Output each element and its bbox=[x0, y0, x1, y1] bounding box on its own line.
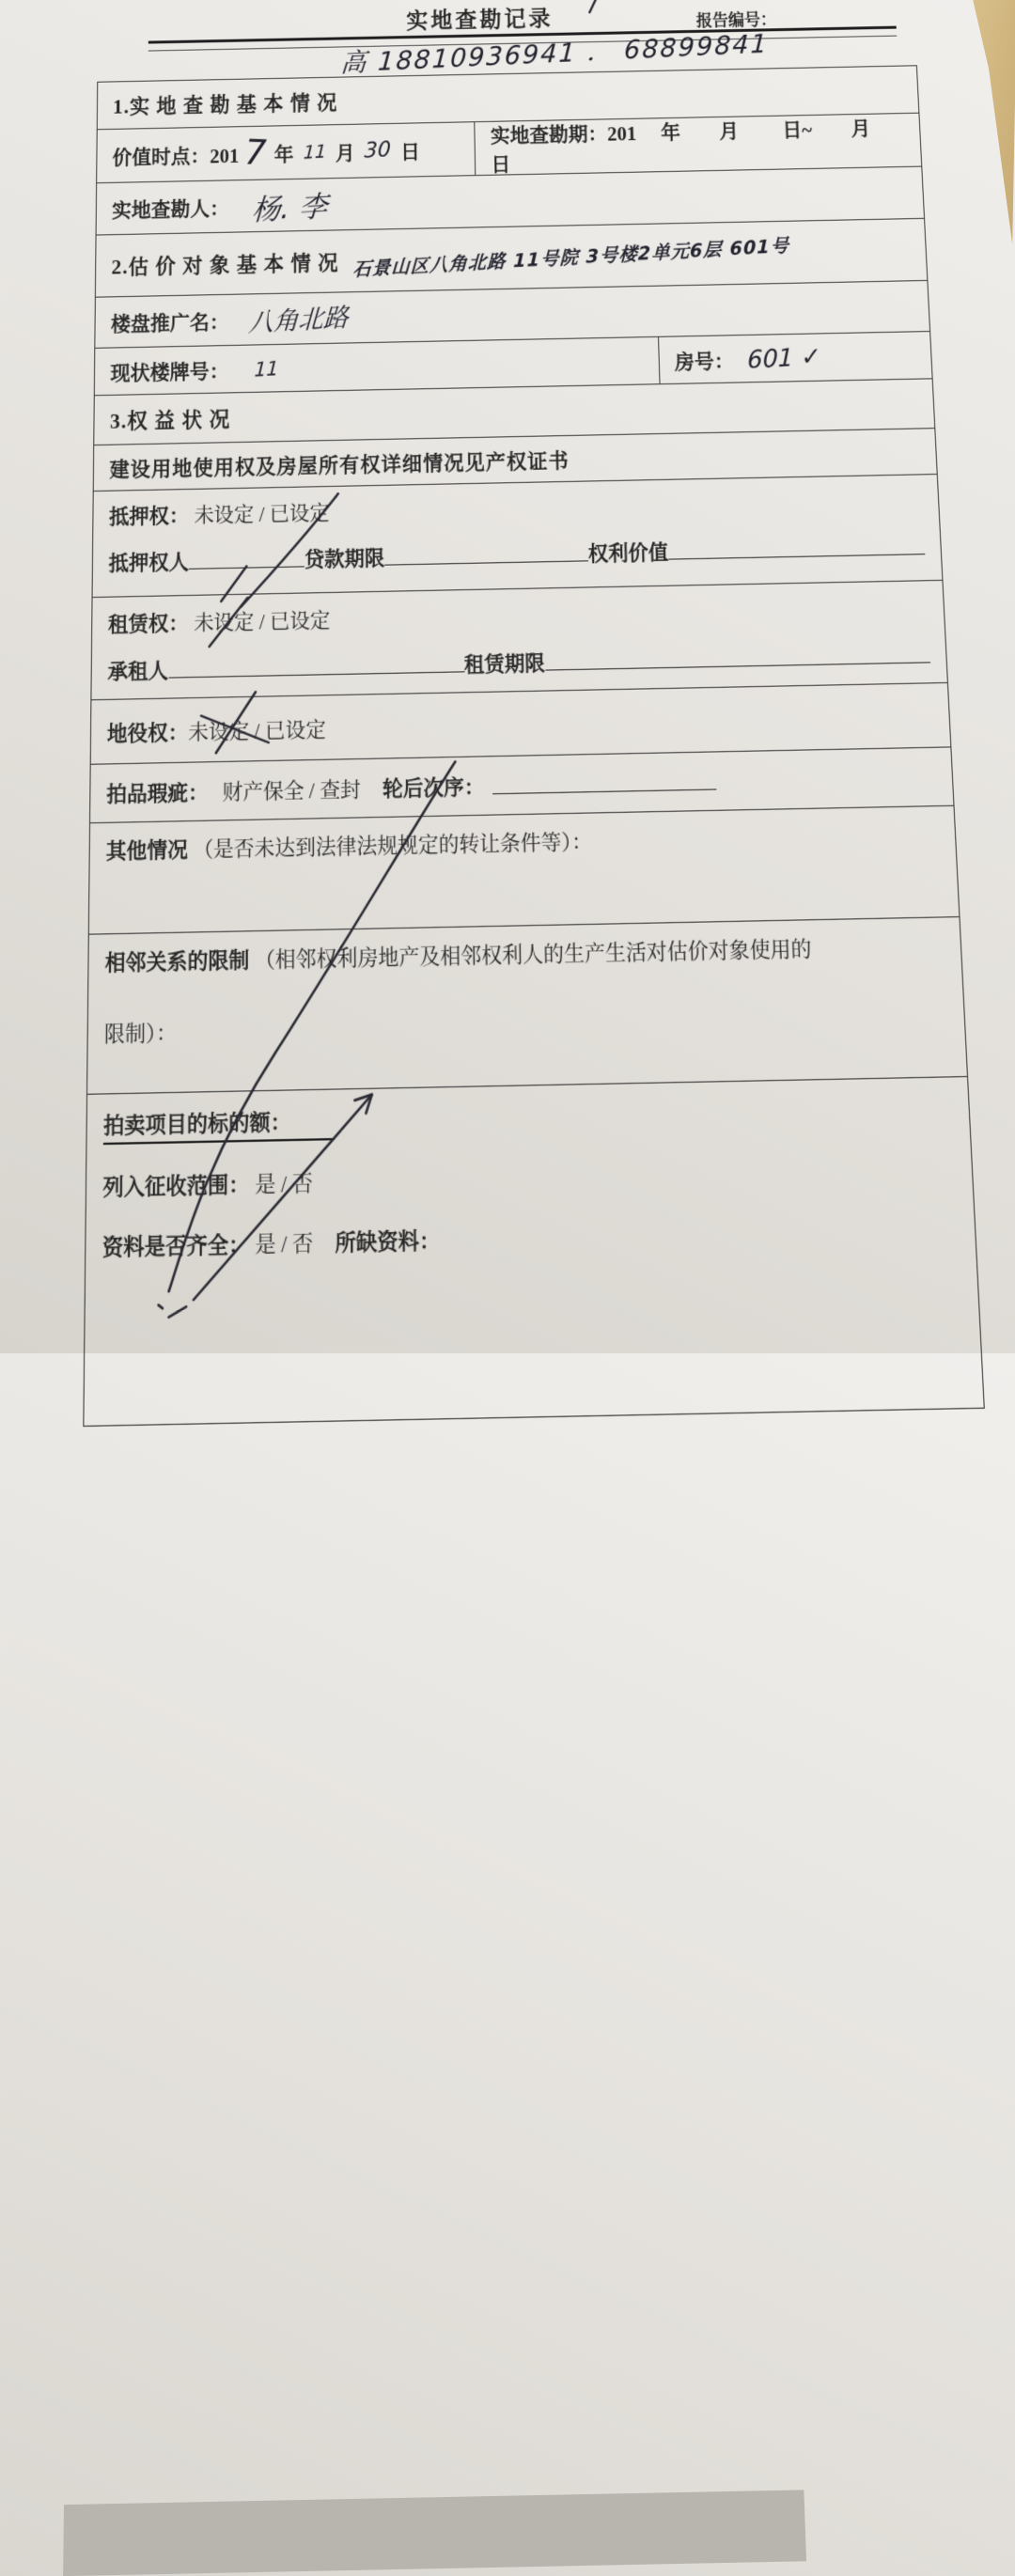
neighbor-paren-text: （相邻权利房地产及相邻权利人的生产生活对估价对象使用的 bbox=[254, 938, 813, 974]
lease-line bbox=[108, 591, 929, 638]
other-conditions-row bbox=[89, 806, 960, 935]
lease-detail-line bbox=[107, 638, 930, 685]
right-value-label: 权利价值 bbox=[587, 542, 669, 567]
materials-label: 资料是否齐全： bbox=[102, 1233, 250, 1262]
handwritten-phone-numbers: 高 18810936941 ． 68899841 bbox=[339, 29, 770, 79]
neighbor-line2 bbox=[104, 999, 949, 1049]
lease-term-blank bbox=[545, 646, 930, 671]
mortgage-label: 抵押权： bbox=[108, 506, 190, 530]
mortgagee-label: 抵押权人 bbox=[108, 552, 190, 577]
month-unit: 月 bbox=[335, 143, 355, 165]
auction-amount-label: 拍卖项目的标的额： bbox=[103, 1111, 335, 1145]
valuation-date-cell bbox=[97, 122, 476, 182]
gray-highlight-band bbox=[63, 2490, 806, 2576]
section-1-title: 1.实 地 查 勘 基 本 情 况 bbox=[113, 90, 338, 118]
materials-options: 是 / 否 bbox=[255, 1232, 314, 1258]
promo-name-label: 楼盘推广名： bbox=[110, 312, 229, 336]
missing-materials-label: 所缺资料： bbox=[335, 1229, 441, 1257]
form-title: 实地查勘记录 bbox=[406, 6, 554, 34]
order-label: 轮后次序： bbox=[382, 776, 485, 803]
mortgage-options: 未设定 / 已设定 bbox=[194, 503, 330, 528]
lease-options: 未设定 / 已设定 bbox=[194, 610, 331, 636]
handwritten-month: 11 bbox=[302, 140, 327, 164]
lease-row bbox=[91, 581, 946, 700]
surveyor-label: 实地查勘人： bbox=[111, 198, 229, 223]
section-3-title: 3.权 益 状 况 bbox=[109, 406, 231, 433]
right-value-blank bbox=[668, 538, 926, 560]
mortgage-line bbox=[109, 484, 923, 531]
survey-period-text: 实地查勘期：201 年 月 日~ 月 日 bbox=[490, 117, 915, 177]
background-table-corner bbox=[949, 0, 1015, 244]
survey-period-cell bbox=[476, 114, 922, 175]
expropriation-line bbox=[102, 1152, 956, 1203]
building-number-label: 现状楼牌号： bbox=[110, 361, 229, 385]
day-unit: 日 bbox=[400, 142, 421, 164]
inspection-table bbox=[83, 65, 985, 1427]
lessee-label: 承租人 bbox=[107, 661, 169, 685]
handwritten-day: 30 bbox=[364, 137, 392, 164]
section-2-title: 2.估 价 对 象 基 本 情 况 bbox=[111, 250, 339, 279]
other-label: 其他情况 bbox=[105, 839, 188, 865]
neighbor-restriction-row bbox=[87, 917, 967, 1095]
lessee-blank bbox=[168, 655, 464, 679]
handwritten-room-number: 601 ✓ bbox=[747, 341, 822, 375]
valuation-date-label: 价值时点：201 bbox=[112, 145, 240, 170]
room-number-label: 房号： bbox=[674, 351, 735, 374]
lease-label: 租赁权： bbox=[107, 613, 189, 638]
handwritten-building-number: 11 bbox=[253, 355, 280, 382]
handwritten-surveyors: 杨. 李 bbox=[251, 189, 329, 228]
easement-options: 未设定 / 已设定 bbox=[188, 719, 326, 745]
auction-section-row bbox=[84, 1077, 983, 1426]
lease-term-label: 租赁期限 bbox=[463, 653, 546, 678]
year-unit: 年 bbox=[273, 144, 294, 166]
expropriation-label: 列入征收范围： bbox=[102, 1174, 250, 1202]
neighbor-label: 相邻关系的限制 bbox=[104, 949, 250, 976]
other-paren-text: （是否未达到法律法规规定的转让条件等）： bbox=[193, 831, 593, 863]
materials-line bbox=[102, 1211, 960, 1262]
inspection-form-paper bbox=[79, 0, 993, 1436]
room-number-cell bbox=[659, 332, 932, 383]
order-blank bbox=[492, 773, 717, 795]
loan-term-blank bbox=[384, 544, 588, 566]
handwritten-promo-name: 八角北路 bbox=[247, 303, 350, 339]
mortgage-row bbox=[93, 475, 943, 598]
neighbor-line2-text: 限制）： bbox=[103, 1022, 178, 1048]
expropriation-options: 是 / 否 bbox=[255, 1172, 314, 1198]
defect-options: 财产保全 / 查封 bbox=[222, 779, 361, 805]
report-number-label: 报告编号： bbox=[695, 10, 777, 30]
handwritten-year-digit: 7 bbox=[243, 133, 268, 173]
loan-term-label: 贷款期限 bbox=[304, 548, 385, 572]
easement-label: 地役权： bbox=[106, 722, 189, 747]
defect-label: 拍品瑕疵： bbox=[106, 782, 209, 808]
mortgagee-blank bbox=[189, 550, 304, 570]
rights-note-text: 建设用地使用权及房屋所有权详细情况见产权证书 bbox=[109, 450, 570, 482]
neighbor-line1 bbox=[105, 929, 945, 977]
mortgage-detail-line bbox=[108, 530, 925, 577]
handwritten-property-address: 石景山区八角北路 11号院 3号楼2单元6层 601号 bbox=[351, 235, 789, 281]
